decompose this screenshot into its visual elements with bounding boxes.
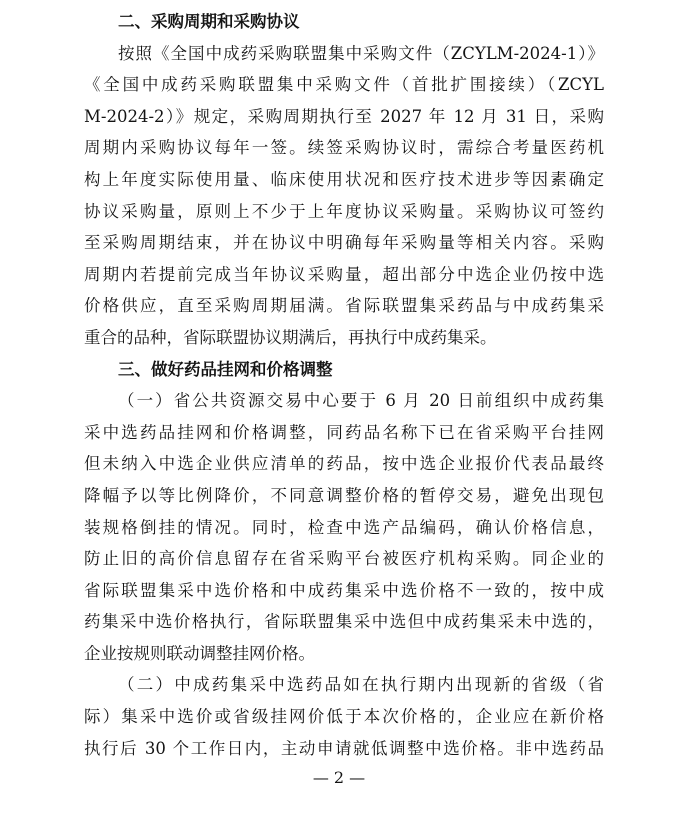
paragraph-line: 《全国中成药采购联盟集中采购文件（首批扩围接续）（ZCYL	[84, 75, 604, 95]
paragraph-line: 协议采购量，原则上不少于上年度协议采购量。采购协议可签约	[84, 201, 604, 221]
paragraph-line: 际）集采中选价或省级挂网价低于本次价格的，企业应在新价格	[84, 707, 604, 727]
paragraph-line: （二）中成药集采中选药品如在执行期内出现新的省级（省	[118, 675, 604, 695]
document-page	[84, 6, 604, 764]
paragraph-line: 至采购周期结束，并在协议中明确每年采购量等相关内容。采购	[84, 233, 604, 253]
paragraph-line: 执行后 30 个工作日内，主动申请就低调整中选价格。非中选药品	[84, 738, 604, 758]
paragraph-line: 省际联盟集采中选价格和中成药集采中选价格不一致的，按中成	[84, 580, 604, 600]
paragraph-line: 药集采中选价格执行，省际联盟集采中选但中成药集采未中选的，	[84, 612, 604, 632]
page-number: — 2 —	[312, 768, 366, 787]
paragraph-line: 降幅予以等比例降价，不同意调整价格的暂停交易，避免出现包	[84, 485, 604, 505]
paragraph-line: 采中选药品挂网和价格调整，同药品名称下已在省采购平台挂网	[84, 422, 604, 442]
paragraph-line: （一）省公共资源交易中心要于 6 月 20 日前组织中成药集	[118, 391, 604, 411]
paragraph-line: 装规格倒挂的情况。同时，检查中选产品编码，确认价格信息，	[84, 517, 604, 537]
paragraph-line: 构上年度实际使用量、临床使用状况和医疗技术进步等因素确定	[84, 169, 604, 189]
paragraph-line: 按照《全国中成药采购联盟集中采购文件（ZCYLM-2024-1）》	[118, 43, 604, 63]
paragraph-line: 价格供应，直至采购周期届满。省际联盟集采药品与中成药集采	[84, 296, 604, 316]
paragraph-line: 重合的品种，省际联盟协议期满后，再执行中成药集采。	[84, 327, 497, 347]
section-heading-listing-price-adjustment: 三、做好药品挂网和价格调整	[118, 359, 333, 379]
paragraph-line: 周期内若提前完成当年协议采购量，超出部分中选企业仍按中选	[84, 264, 604, 284]
paragraph-line: 防止旧的高价信息留存在省采购平台被医疗机构采购。同企业的	[84, 549, 604, 569]
section-heading-procurement-period: 二、采购周期和采购协议	[118, 12, 300, 31]
paragraph-line: 企业按规则联动调整挂网价格。	[84, 643, 315, 663]
paragraph-line: 但未纳入中选企业供应清单的药品，按中选企业报价代表品最终	[84, 454, 604, 474]
paragraph-line: M-2024-2）》规定，采购周期执行至 2027 年 12 月 31 日，采购	[84, 106, 604, 126]
paragraph-line: 周期内采购协议每年一签。续签采购协议时，需综合考量医药机	[84, 138, 604, 158]
